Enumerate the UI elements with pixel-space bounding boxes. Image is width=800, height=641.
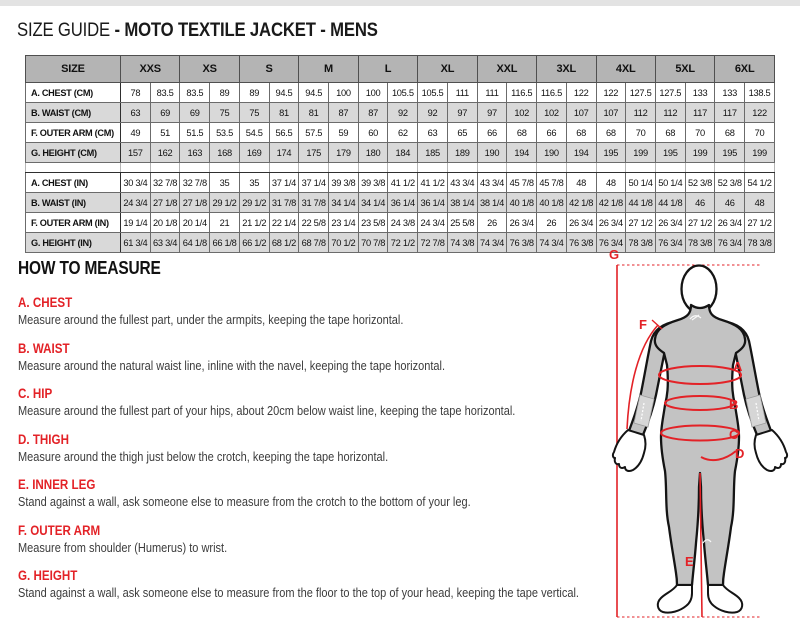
size-cell: 76 3/8: [507, 233, 537, 253]
size-cell: 189: [447, 143, 477, 163]
separator-cell: [388, 163, 418, 173]
size-cell: 68: [715, 123, 745, 143]
size-cell: 72 7/8: [418, 233, 448, 253]
how-to-measure-heading: HOW TO MEASURE: [18, 258, 161, 278]
size-cell: 78 3/8: [685, 233, 715, 253]
figure-label-F: F: [639, 317, 647, 332]
size-cell: 23 1/4: [329, 213, 359, 233]
size-cell: 89: [239, 83, 269, 103]
table-row: [26, 143, 775, 163]
size-cell: 74 3/4: [477, 233, 507, 253]
size-cell: 199: [626, 143, 656, 163]
measure-text: Stand against a wall, ask someone else to measure from the crotch to the bottom of your leg.: [18, 494, 471, 509]
size-cell: 157: [121, 143, 151, 163]
size-cell: 94.5: [269, 83, 299, 103]
size-cell: 21: [210, 213, 240, 233]
size-cell: 38 1/4: [477, 193, 507, 213]
size-cell: 60: [358, 123, 388, 143]
size-cell: 29 1/2: [239, 193, 269, 213]
size-cell: 105.5: [388, 83, 418, 103]
size-cell: 43 3/4: [447, 173, 477, 193]
size-cell: 69: [180, 103, 210, 123]
measure-item-hip: [18, 386, 579, 419]
size-cell: 46: [685, 193, 715, 213]
size-cell: 36 1/4: [418, 193, 448, 213]
size-cell: 179: [329, 143, 359, 163]
measure-item-thigh: [18, 432, 579, 465]
figure-label-B: B: [729, 397, 739, 412]
size-cell: 42 1/8: [596, 193, 626, 213]
size-cell: 163: [180, 143, 210, 163]
measure-text: Measure around the natural waist line, inline with the navel, keeping the tape horizontal.: [18, 357, 446, 373]
size-header-4xl: 4XL: [596, 56, 655, 83]
size-cell: 65: [447, 123, 477, 143]
size-cell: 31 7/8: [269, 193, 299, 213]
size-cell: 46: [715, 193, 745, 213]
figure-head: [682, 266, 717, 313]
size-cell: 20 1/4: [180, 213, 210, 233]
table-row: [26, 193, 775, 213]
size-cell: 68: [655, 123, 685, 143]
size-cell: 27 1/8: [150, 193, 180, 213]
size-cell: 76 3/4: [655, 233, 685, 253]
size-cell: 25 5/8: [447, 213, 477, 233]
measure-item-waist: [18, 341, 579, 374]
figure-torso-legs: [655, 305, 745, 585]
size-cell: 27 1/2: [626, 213, 656, 233]
size-cell: 26 3/4: [715, 213, 745, 233]
size-cell: 54.5: [239, 123, 269, 143]
measure-text: Measure from shoulder (Humerus) to wrist.: [18, 539, 228, 555]
size-cell: 78: [121, 83, 151, 103]
size-cell: 68: [507, 123, 537, 143]
size-cell: 87: [358, 103, 388, 123]
size-cell: 54 1/2: [745, 173, 775, 193]
size-cell: 26 3/4: [596, 213, 626, 233]
size-cell: 21 1/2: [239, 213, 269, 233]
measure-label: B. WAIST: [18, 340, 70, 356]
separator-cell: [210, 163, 240, 173]
size-cell: 26 3/4: [507, 213, 537, 233]
measure-label: D. THIGH: [18, 431, 69, 447]
size-cell: 19 1/4: [121, 213, 151, 233]
size-cell: 34 1/4: [358, 193, 388, 213]
size-cell: 26 3/4: [566, 213, 596, 233]
size-table: [25, 55, 775, 253]
figure-label-C: C: [729, 427, 739, 442]
size-cell: 195: [655, 143, 685, 163]
size-cell: 68 7/8: [299, 233, 329, 253]
size-cell: 100: [358, 83, 388, 103]
row-label: F. OUTER ARM (IN): [26, 213, 121, 233]
row-label: A. CHEST (IN): [26, 173, 121, 193]
size-header-6xl: 6XL: [715, 56, 775, 83]
measure-label: C. HIP: [18, 386, 53, 401]
size-cell: 81: [299, 103, 329, 123]
size-cell: 41 1/2: [388, 173, 418, 193]
size-header-xs: XS: [180, 56, 239, 83]
table-row: [26, 83, 775, 103]
size-cell: 195: [596, 143, 626, 163]
body-figure-svg: [598, 225, 798, 625]
row-label: B. WAIST (IN): [26, 193, 121, 213]
size-cell: 162: [150, 143, 180, 163]
size-cell: 83.5: [150, 83, 180, 103]
page-title-prefix: SIZE GUIDE: [17, 20, 115, 41]
size-cell: 61 3/4: [121, 233, 151, 253]
size-cell: 63: [418, 123, 448, 143]
size-cell: 76 3/4: [596, 233, 626, 253]
separator-cell: [507, 163, 537, 173]
size-cell: 199: [685, 143, 715, 163]
separator-cell: [121, 163, 151, 173]
size-cell: 31 7/8: [299, 193, 329, 213]
size-cell: 40 1/8: [537, 193, 567, 213]
size-cell: 44 1/8: [655, 193, 685, 213]
size-cell: 44 1/8: [626, 193, 656, 213]
size-cell: 37 1/4: [269, 173, 299, 193]
size-cell: 68: [596, 123, 626, 143]
separator-cell: [329, 163, 359, 173]
separator-cell: [715, 163, 745, 173]
size-cell: 23 5/8: [358, 213, 388, 233]
size-cell: 45 7/8: [537, 173, 567, 193]
separator-cell: [626, 163, 656, 173]
measure-label: F. OUTER ARM: [18, 522, 101, 538]
size-cell: 87: [329, 103, 359, 123]
size-cell: 32 7/8: [180, 173, 210, 193]
size-cell: 199: [745, 143, 775, 163]
separator-cell: [537, 163, 567, 173]
size-cell: 190: [537, 143, 567, 163]
size-cell: 74 3/8: [447, 233, 477, 253]
size-cell: 36 1/4: [388, 193, 418, 213]
size-cell: 112: [626, 103, 656, 123]
separator-cell: [26, 163, 121, 173]
size-cell: 89: [210, 83, 240, 103]
size-cell: 184: [388, 143, 418, 163]
size-cell: 133: [715, 83, 745, 103]
size-cell: 22 1/4: [269, 213, 299, 233]
how-to-measure-section: [18, 258, 579, 614]
size-header-xxl: XXL: [477, 56, 536, 83]
figure-label-A: A: [733, 359, 743, 374]
row-label: F. OUTER ARM (CM): [26, 123, 121, 143]
size-cell: 51: [150, 123, 180, 143]
size-cell: 37 1/4: [299, 173, 329, 193]
size-cell: 48: [566, 173, 596, 193]
size-cell: 107: [596, 103, 626, 123]
size-cell: 30 3/4: [121, 173, 151, 193]
size-cell: 69: [150, 103, 180, 123]
size-cell: 52 3/8: [685, 173, 715, 193]
size-cell: 68 1/2: [269, 233, 299, 253]
size-cell: 53.5: [210, 123, 240, 143]
separator-cell: [418, 163, 448, 173]
measure-label: E. INNER LEG: [18, 477, 96, 492]
separator-cell: [596, 163, 626, 173]
size-cell: 57.5: [299, 123, 329, 143]
size-cell: 48: [596, 173, 626, 193]
size-cell: 27 1/2: [745, 213, 775, 233]
size-cell: 70 7/8: [358, 233, 388, 253]
size-cell: 78 3/8: [745, 233, 775, 253]
size-cell: 48: [745, 193, 775, 213]
separator-cell: [745, 163, 775, 173]
size-cell: 94.5: [299, 83, 329, 103]
size-cell: 78 3/8: [626, 233, 656, 253]
size-cell: 41 1/2: [418, 173, 448, 193]
size-cell: 24 3/8: [388, 213, 418, 233]
size-cell: 66: [477, 123, 507, 143]
size-cell: 49: [121, 123, 151, 143]
separator-cell: [150, 163, 180, 173]
measure-text: Measure around the fullest part, under the armpits, keeping the tape horizontal.: [18, 312, 404, 327]
size-cell: 92: [388, 103, 418, 123]
measure-item-outer-arm: [18, 523, 579, 556]
measure-text: Measure around the thigh just below the crotch, keeping the tape horizontal.: [18, 448, 389, 464]
size-cell: 22 5/8: [299, 213, 329, 233]
size-cell: 43 3/4: [477, 173, 507, 193]
size-cell: 59: [329, 123, 359, 143]
size-cell: 24 3/4: [418, 213, 448, 233]
size-cell: 35: [239, 173, 269, 193]
separator-cell: [447, 163, 477, 173]
size-header-m: M: [299, 56, 358, 83]
page-title-main: - MOTO TEXTILE JACKET - MENS: [114, 20, 378, 41]
size-cell: 27 1/2: [685, 213, 715, 233]
measure-text: Measure around the fullest part of your hips, about 20cm below waist line, keeping the tape horizontal.: [18, 403, 516, 418]
size-cell: 127.5: [655, 83, 685, 103]
page-top-strip: [0, 0, 800, 6]
figure-label-G: G: [609, 247, 620, 262]
size-cell: 105.5: [418, 83, 448, 103]
row-label: B. WAIST (CM): [26, 103, 121, 123]
size-cell: 112: [655, 103, 685, 123]
size-cell: 68: [566, 123, 596, 143]
size-cell: 70: [626, 123, 656, 143]
size-cell: 100: [329, 83, 359, 103]
size-cell: 26: [477, 213, 507, 233]
size-cell: 20 1/8: [150, 213, 180, 233]
size-cell: 122: [596, 83, 626, 103]
size-cell: 62: [388, 123, 418, 143]
size-cell: 74 3/4: [537, 233, 567, 253]
body-measurement-figure: [598, 225, 798, 625]
size-cell: 116.5: [507, 83, 537, 103]
size-cell: 50 1/4: [626, 173, 656, 193]
size-cell: 66 1/8: [210, 233, 240, 253]
size-cell: 63: [121, 103, 151, 123]
table-row: [26, 173, 775, 193]
size-cell: 56.5: [269, 123, 299, 143]
size-header-row: [26, 56, 775, 83]
row-label: G. HEIGHT (CM): [26, 143, 121, 163]
table-row: [26, 103, 775, 123]
size-cell: 64 1/8: [180, 233, 210, 253]
size-cell: 97: [447, 103, 477, 123]
size-cell: 51.5: [180, 123, 210, 143]
size-cell: 168: [210, 143, 240, 163]
size-column-header: SIZE: [26, 56, 121, 83]
figure-feet: [658, 585, 742, 613]
size-cell: 175: [299, 143, 329, 163]
size-cell: 38 1/4: [447, 193, 477, 213]
size-cell: 66 1/2: [239, 233, 269, 253]
size-cell: 45 7/8: [507, 173, 537, 193]
size-cell: 107: [566, 103, 596, 123]
size-cell: 138.5: [745, 83, 775, 103]
size-cell: 133: [685, 83, 715, 103]
size-cell: 50 1/4: [655, 173, 685, 193]
size-cell: 29 1/2: [210, 193, 240, 213]
figure-label-D: D: [735, 446, 745, 461]
size-header-3xl: 3XL: [537, 56, 596, 83]
row-label: A. CHEST (CM): [26, 83, 121, 103]
size-cell: 117: [685, 103, 715, 123]
size-cell: 70 1/2: [329, 233, 359, 253]
size-cell: 32 7/8: [150, 173, 180, 193]
size-header-l: L: [358, 56, 417, 83]
size-cell: 116.5: [537, 83, 567, 103]
size-cell: 75: [210, 103, 240, 123]
size-cell: 75: [239, 103, 269, 123]
size-cell: 102: [507, 103, 537, 123]
measure-label: A. CHEST: [18, 295, 73, 310]
size-cell: 194: [566, 143, 596, 163]
size-cell: 97: [477, 103, 507, 123]
separator-cell: [180, 163, 210, 173]
size-cell: 76 3/8: [566, 233, 596, 253]
size-cell: 122: [745, 103, 775, 123]
row-label: G. HEIGHT (IN): [26, 233, 121, 253]
size-cell: 39 3/8: [329, 173, 359, 193]
size-cell: 195: [715, 143, 745, 163]
size-header-xl: XL: [418, 56, 477, 83]
size-cell: 24 3/4: [121, 193, 151, 213]
measure-item-chest: [18, 295, 579, 328]
page-title: [17, 20, 378, 42]
size-cell: 26 3/4: [655, 213, 685, 233]
size-cell: 169: [239, 143, 269, 163]
measure-text: Stand against a wall, ask someone else to measure from the floor to the top of your head, keeping the tape vertical.: [18, 585, 579, 600]
size-cell: 63 3/4: [150, 233, 180, 253]
size-cell: 102: [537, 103, 567, 123]
size-header-s: S: [239, 56, 298, 83]
size-cell: 70: [745, 123, 775, 143]
size-cell: 76 3/4: [715, 233, 745, 253]
separator-cell: [685, 163, 715, 173]
size-cell: 111: [477, 83, 507, 103]
separator-cell: [566, 163, 596, 173]
size-cell: 117: [715, 103, 745, 123]
size-cell: 72 1/2: [388, 233, 418, 253]
figure-label-E: E: [685, 554, 694, 569]
size-cell: 66: [537, 123, 567, 143]
measure-item-inner-leg: [18, 477, 579, 510]
size-cell: 122: [566, 83, 596, 103]
separator-cell: [239, 163, 269, 173]
size-cell: 40 1/8: [507, 193, 537, 213]
unit-separator-row: [26, 163, 775, 173]
size-header-xxs: XXS: [121, 56, 180, 83]
separator-cell: [655, 163, 685, 173]
size-cell: 92: [418, 103, 448, 123]
size-cell: 111: [447, 83, 477, 103]
size-header-5xl: 5XL: [655, 56, 714, 83]
size-cell: 26: [537, 213, 567, 233]
size-cell: 190: [477, 143, 507, 163]
size-cell: 83.5: [180, 83, 210, 103]
table-row: [26, 123, 775, 143]
size-cell: 70: [685, 123, 715, 143]
size-cell: 42 1/8: [566, 193, 596, 213]
separator-cell: [299, 163, 329, 173]
size-table-wrap: [25, 55, 775, 253]
measure-label: G. HEIGHT: [18, 568, 78, 583]
size-cell: 34 1/4: [329, 193, 359, 213]
size-cell: 127.5: [626, 83, 656, 103]
measure-item-height: [18, 568, 579, 601]
size-cell: 52 3/8: [715, 173, 745, 193]
size-cell: 185: [418, 143, 448, 163]
size-cell: 39 3/8: [358, 173, 388, 193]
size-cell: 27 1/8: [180, 193, 210, 213]
size-cell: 81: [269, 103, 299, 123]
separator-cell: [477, 163, 507, 173]
size-cell: 194: [507, 143, 537, 163]
size-cell: 180: [358, 143, 388, 163]
separator-cell: [358, 163, 388, 173]
size-cell: 35: [210, 173, 240, 193]
size-cell: 174: [269, 143, 299, 163]
separator-cell: [269, 163, 299, 173]
